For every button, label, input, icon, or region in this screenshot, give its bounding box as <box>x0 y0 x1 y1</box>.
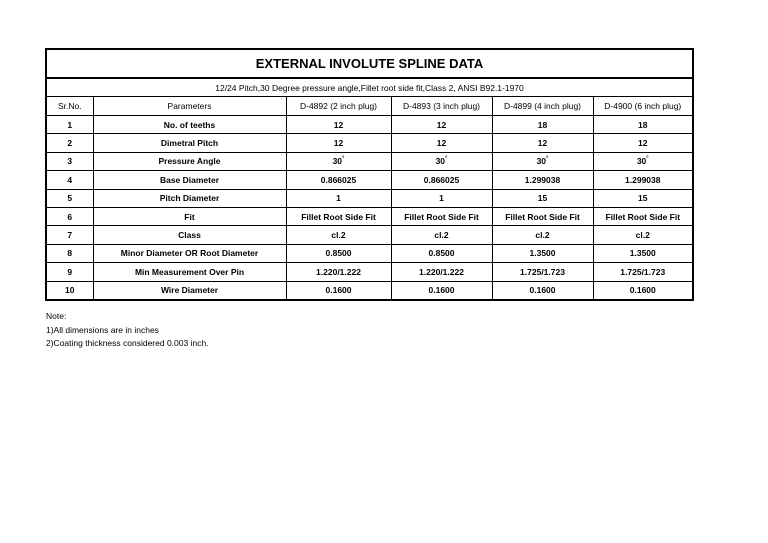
notes-heading: Note: <box>46 311 67 321</box>
cell-d4892: cl.2 <box>286 226 391 244</box>
row-srno: 4 <box>46 171 93 189</box>
cell-d4893: Fillet Root Side Fit <box>391 207 492 225</box>
row-parameter: Fit <box>93 207 286 225</box>
cell-d4900: 1.3500 <box>593 244 693 262</box>
cell-d4893: cl.2 <box>391 226 492 244</box>
row-parameter: Class <box>93 226 286 244</box>
cell-d4893 <box>391 152 492 170</box>
table-row <box>46 152 693 170</box>
notes-section <box>46 310 209 351</box>
row-parameter: No. of teeths <box>93 116 286 134</box>
table-row <box>46 171 693 189</box>
table-row <box>46 134 693 152</box>
cell-d4899: Fillet Root Side Fit <box>492 207 593 225</box>
degree-symbol: ° <box>445 156 448 163</box>
cell-d4900: 1.725/1.723 <box>593 263 693 281</box>
cell-d4893: 12 <box>391 134 492 152</box>
header-srno: Sr.No. <box>46 97 93 116</box>
row-srno: 8 <box>46 244 93 262</box>
cell-d4900: 15 <box>593 189 693 207</box>
cell-d4899 <box>492 152 593 170</box>
cell-d4899: 1.299038 <box>492 171 593 189</box>
note-item: 1)All dimensions are in inches <box>46 324 159 335</box>
header-parameters: Parameters <box>93 97 286 116</box>
degree-symbol: ° <box>342 156 345 163</box>
table-row <box>46 207 693 225</box>
cell-d4892: 0.866025 <box>286 171 391 189</box>
cell-d4892: 1.220/1.222 <box>286 263 391 281</box>
row-parameter: Dimetral Pitch <box>93 134 286 152</box>
cell-d4899: 18 <box>492 116 593 134</box>
angle-value: 30 <box>332 156 343 167</box>
table-row <box>46 244 693 262</box>
table-title: EXTERNAL INVOLUTE SPLINE DATA <box>46 49 693 78</box>
row-parameter: Pitch Diameter <box>93 189 286 207</box>
cell-d4893: 1 <box>391 189 492 207</box>
row-srno: 9 <box>46 263 93 281</box>
cell-d4899: 15 <box>492 189 593 207</box>
cell-d4899: 1.725/1.723 <box>492 263 593 281</box>
row-parameter: Minor Diameter OR Root Diameter <box>93 244 286 262</box>
header-d4892: D-4892 (2 inch plug) <box>286 97 391 116</box>
cell-d4892: 12 <box>286 116 391 134</box>
spline-data-table <box>45 48 694 301</box>
row-parameter: Min Measurement Over Pin <box>93 263 286 281</box>
table-row <box>46 263 693 281</box>
cell-d4900: Fillet Root Side Fit <box>593 207 693 225</box>
table-row <box>46 189 693 207</box>
cell-d4893: 12 <box>391 116 492 134</box>
cell-d4900 <box>593 152 693 170</box>
cell-d4892: 0.1600 <box>286 281 391 300</box>
table-subtitle: 12/24 Pitch,30 Degree pressure angle,Fillet root side fit,Class 2, ANSI B92.1-1970 <box>46 78 693 97</box>
cell-d4893: 0.8500 <box>391 244 492 262</box>
row-srno: 7 <box>46 226 93 244</box>
cell-d4892: 1 <box>286 189 391 207</box>
cell-d4900: 0.1600 <box>593 281 693 300</box>
cell-d4893: 0.866025 <box>391 171 492 189</box>
row-parameter: Pressure Angle <box>93 152 286 170</box>
angle-value: 30 <box>435 156 446 167</box>
row-srno: 10 <box>46 281 93 300</box>
cell-d4893: 0.1600 <box>391 281 492 300</box>
cell-d4899: 12 <box>492 134 593 152</box>
header-d4900: D-4900 (6 inch plug) <box>593 97 693 116</box>
table-row <box>46 116 693 134</box>
row-srno: 3 <box>46 152 93 170</box>
degree-symbol: ° <box>646 156 649 163</box>
row-parameter: Base Diameter <box>93 171 286 189</box>
angle-value: 30 <box>536 156 547 167</box>
row-srno: 5 <box>46 189 93 207</box>
cell-d4900: 12 <box>593 134 693 152</box>
cell-d4900: 1.299038 <box>593 171 693 189</box>
cell-d4899: 0.1600 <box>492 281 593 300</box>
cell-d4892 <box>286 152 391 170</box>
note-item: 2)Coating thickness considered 0.003 inch. <box>46 338 209 348</box>
cell-d4899: cl.2 <box>492 226 593 244</box>
cell-d4892: Fillet Root Side Fit <box>286 207 391 225</box>
header-d4899: D-4899 (4 inch plug) <box>492 97 593 116</box>
header-d4893: D-4893 (3 inch plug) <box>391 97 492 116</box>
degree-symbol: ° <box>546 156 549 163</box>
row-srno: 6 <box>46 207 93 225</box>
row-srno: 2 <box>46 134 93 152</box>
table-row <box>46 281 693 300</box>
cell-d4892: 0.8500 <box>286 244 391 262</box>
cell-d4899: 1.3500 <box>492 244 593 262</box>
table-row <box>46 226 693 244</box>
cell-d4900: cl.2 <box>593 226 693 244</box>
cell-d4892: 12 <box>286 134 391 152</box>
row-parameter: Wire Diameter <box>93 281 286 300</box>
angle-value: 30 <box>636 156 647 167</box>
cell-d4893: 1.220/1.222 <box>391 263 492 281</box>
header-row <box>46 97 693 116</box>
row-srno: 1 <box>46 116 93 134</box>
cell-d4900: 18 <box>593 116 693 134</box>
